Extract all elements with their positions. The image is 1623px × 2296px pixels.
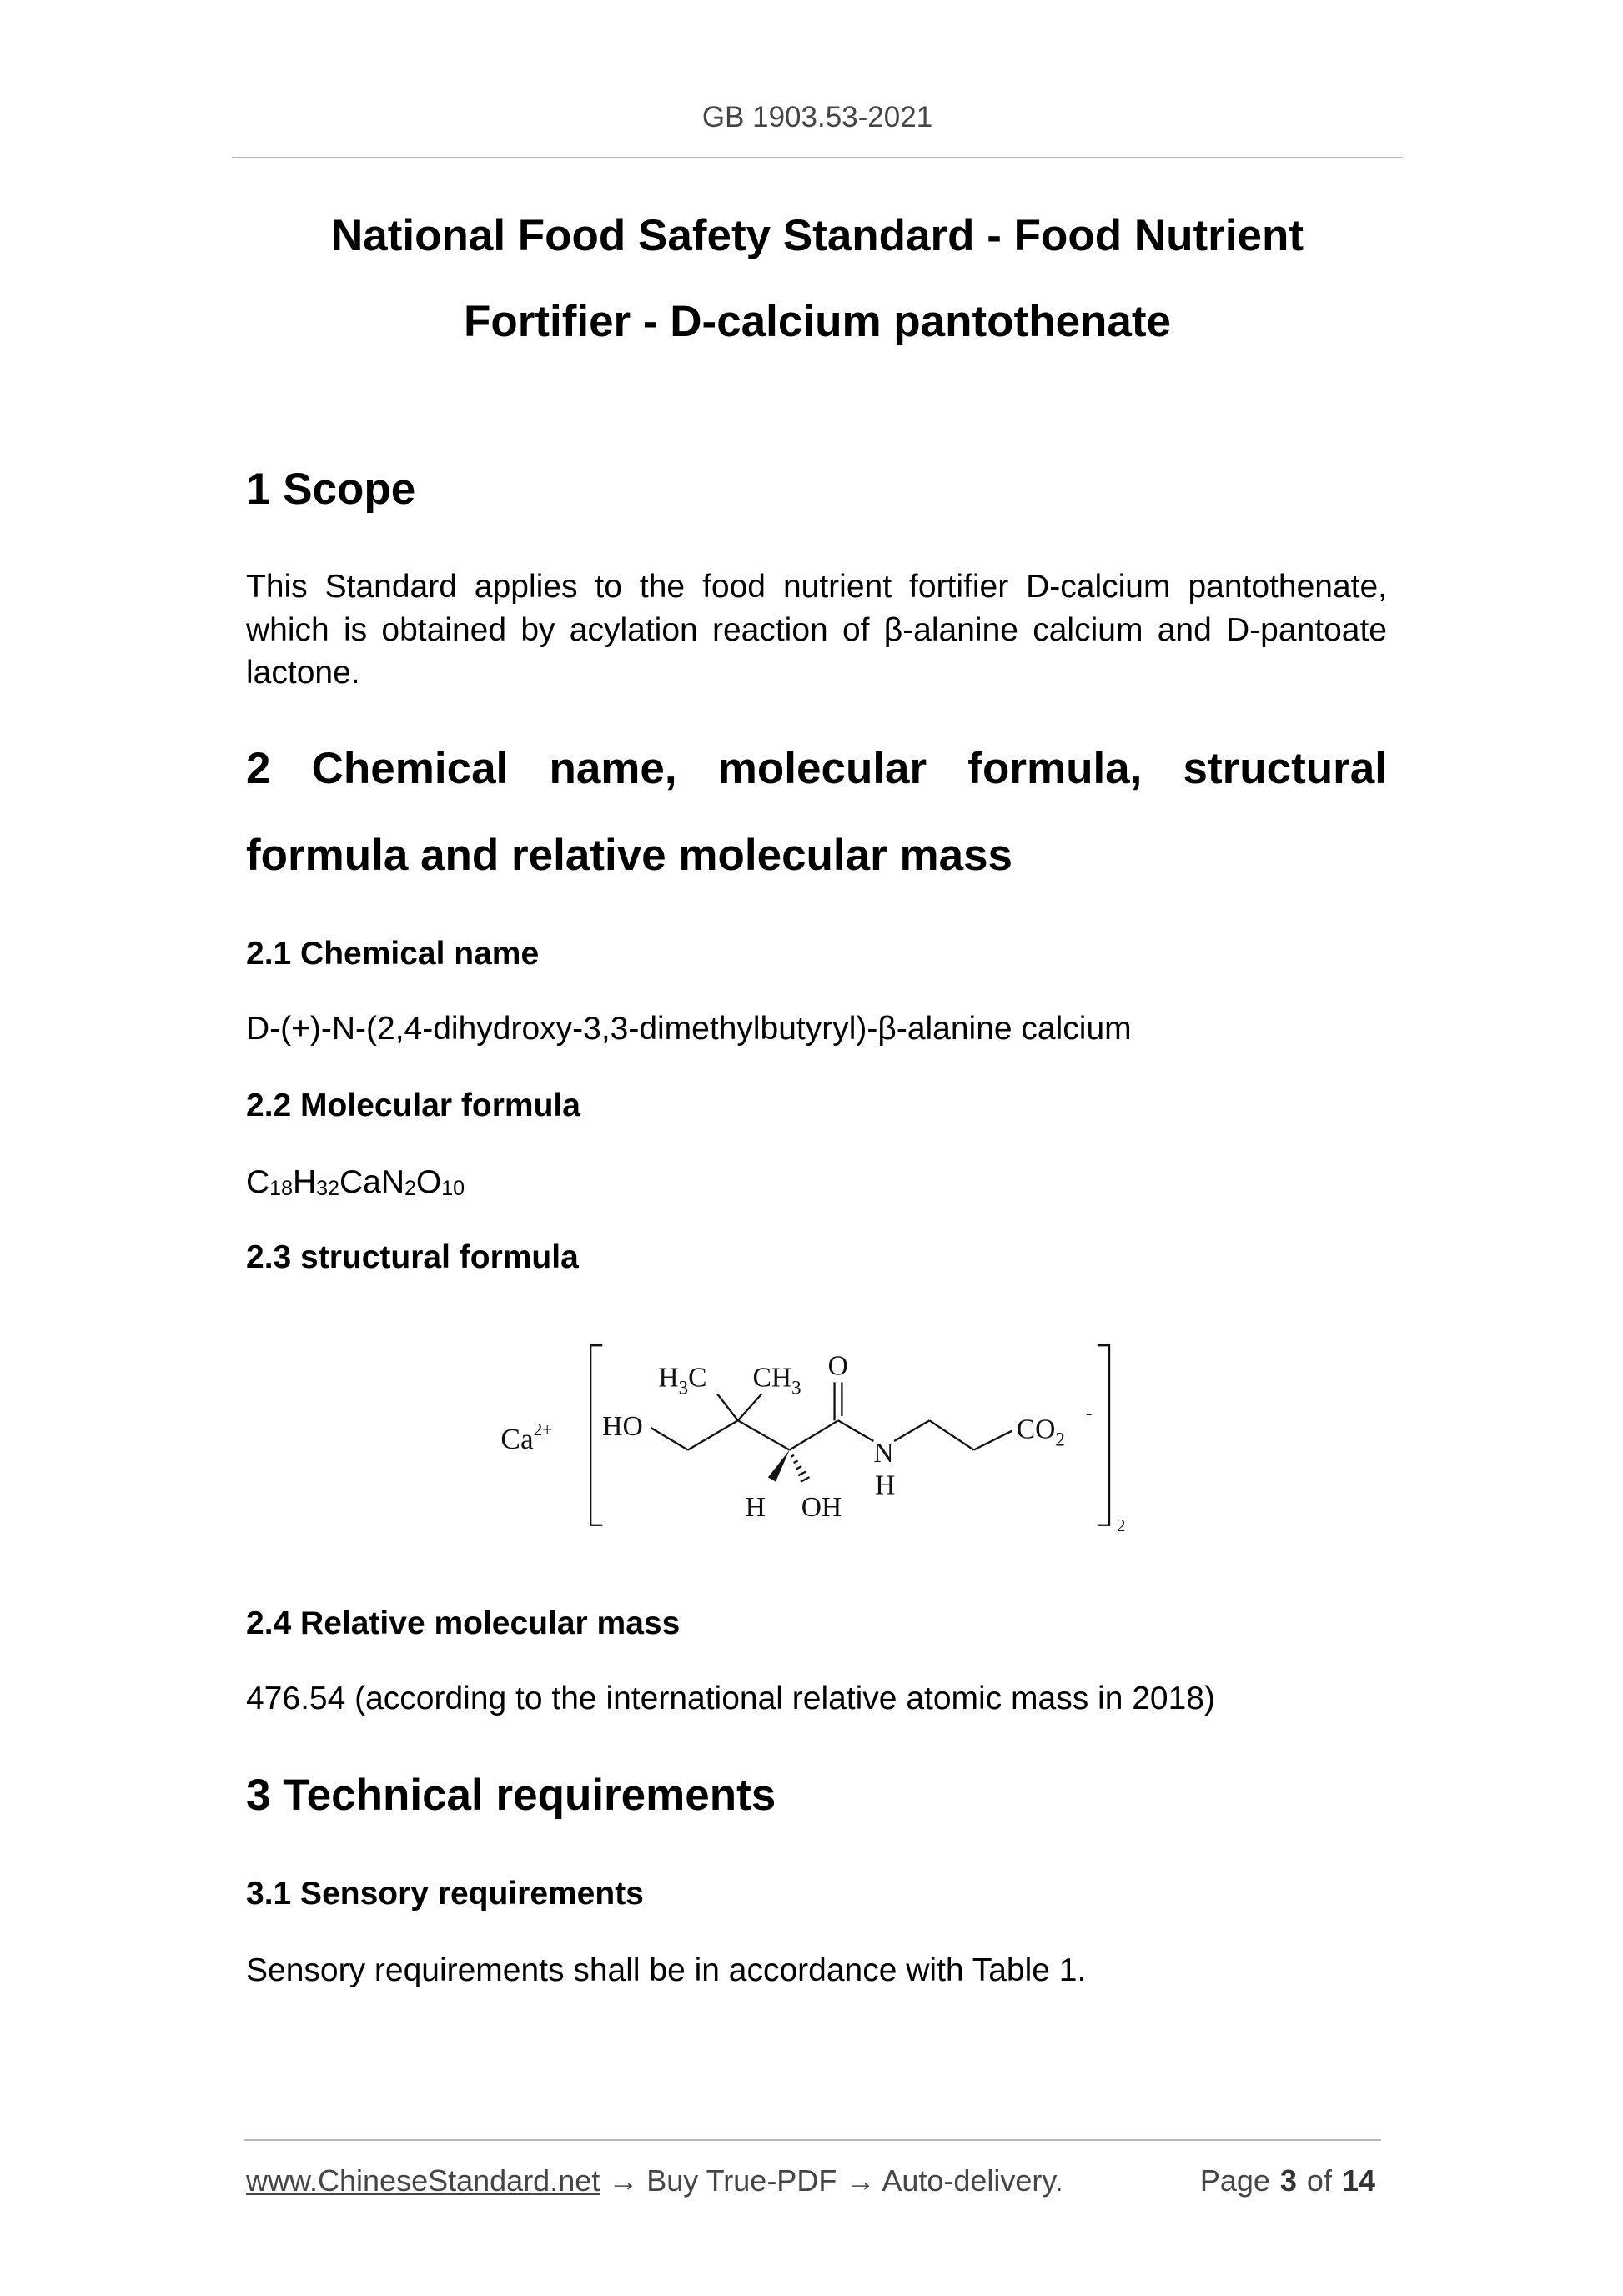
hash-mark [801,1477,810,1482]
page-word: Page [1199,2163,1270,2198]
hash-mark [791,1455,794,1457]
label-h3c-h: H [658,1362,679,1394]
formula-element: C [246,1164,270,1200]
label-calcium-symbol: Ca [500,1422,534,1455]
label-calcium [500,1419,552,1455]
structural-formula-diagram [487,1328,1151,1549]
formula-count: 10 [441,1177,465,1200]
bond-cq-methyl-right [738,1394,761,1421]
label-ch3-ch: CH [752,1362,792,1394]
subsection-heading-sensory: 3.1 Sensory requirements [246,1876,644,1912]
formula-count: 18 [269,1177,293,1200]
label-carbonyl-o: O [827,1350,848,1382]
subsection-heading-chemical-name: 2.1 Chemical name [246,936,540,972]
section-heading-scope: 1 Scope [246,465,416,514]
formula-count: 32 [316,1177,339,1200]
total-pages: 14 [1341,2163,1375,2198]
left-bracket [590,1345,602,1525]
subsection-heading-molecular-formula: 2.2 Molecular formula [246,1088,580,1123]
bond-carbonyl-n [838,1420,873,1441]
header-rule [232,157,1403,158]
of-word: of [1306,2163,1332,2198]
bond-ch2-ch2 [930,1420,974,1449]
label-co2-sub: 2 [1055,1429,1065,1450]
website-link[interactable]: www.ChineseStandard.net [246,2163,600,2198]
formula-element: O [415,1164,442,1200]
bond-cq-methyl-left [717,1394,738,1421]
footer-promo-text: → Buy True-PDF → Auto-delivery. [608,2163,1063,2198]
label-h3c-sub: 3 [678,1377,689,1399]
formula-element: N [380,1164,404,1200]
molecular-formula [246,1163,1387,1208]
bond-cq-choh [738,1420,790,1449]
label-nh-h: H [875,1470,896,1501]
subsection-heading-structural-formula: 2.3 structural formula [246,1239,579,1275]
wedge-bond-h [768,1450,790,1482]
bond-ch2-cq [688,1420,738,1449]
page-indicator [1200,2163,1375,2199]
subsection-heading-molecular-mass: 2.4 Relative molecular mass [246,1605,681,1641]
bond-ch2-co2 [974,1431,1012,1450]
bond-n-ch2 [894,1420,929,1441]
label-h3c-c: C [688,1362,707,1394]
label-stereo-h: H [745,1492,766,1524]
formula-count: 2 [404,1177,416,1200]
right-bracket [1098,1345,1109,1525]
formula-element: H [292,1164,317,1200]
label-stereo-oh: OH [801,1492,842,1524]
chemical-name-text: D-(+)-N-(2,4-dihydroxy-3,3-dimethylbutyryl)-β-alanine calcium [246,1011,1132,1047]
hashed-bond-oh [791,1455,810,1482]
bond-ho-ch2 [651,1428,688,1450]
label-co2-co: CO [1016,1414,1056,1445]
label-ch3-sub: 3 [791,1377,801,1399]
label-co2 [1017,1414,1065,1450]
footer-rule [244,2139,1381,2141]
label-ho: HO [602,1410,643,1442]
document-code-header: GB 1903.53-2021 [701,101,933,133]
hash-mark [798,1472,806,1476]
sensory-text: Sensory requirements shall be in accordance with Table 1. [246,1952,1087,1988]
scope-paragraph: This Standard applies to the food nutrient fortifier D-calcium pantothenate, which is obtained by acylation reaction of β-alanine calcium and D-pantoate lactone. [246,569,1387,691]
molecular-mass-text: 476.54 (according to the international relative atomic mass in 2018) [246,1681,1215,1716]
hash-mark [794,1461,798,1463]
bond-choh-carbonyl [790,1420,838,1449]
repeat-count: 2 [1116,1515,1126,1535]
section-heading-technical: 3 Technical requirements [246,1771,776,1820]
document-title-line-2: Fortifier - D-calcium pantothenate [463,297,1172,346]
formula-element: Ca [339,1164,381,1200]
label-co2-charge: - [1085,1402,1093,1424]
label-n: N [873,1437,894,1469]
section-heading-chemical: 2 Chemical name, molecular formula, structural formula and relative molecular mass [246,744,1387,880]
hash-mark [796,1466,801,1470]
label-calcium-charge: 2+ [533,1419,553,1439]
document-title-line-1: National Food Safety Standard - Food Nutrient [331,211,1304,260]
current-page: 3 [1279,2163,1297,2198]
label-h3c [658,1363,706,1399]
label-ch3 [752,1363,801,1399]
footer-promo [246,2163,1063,2199]
